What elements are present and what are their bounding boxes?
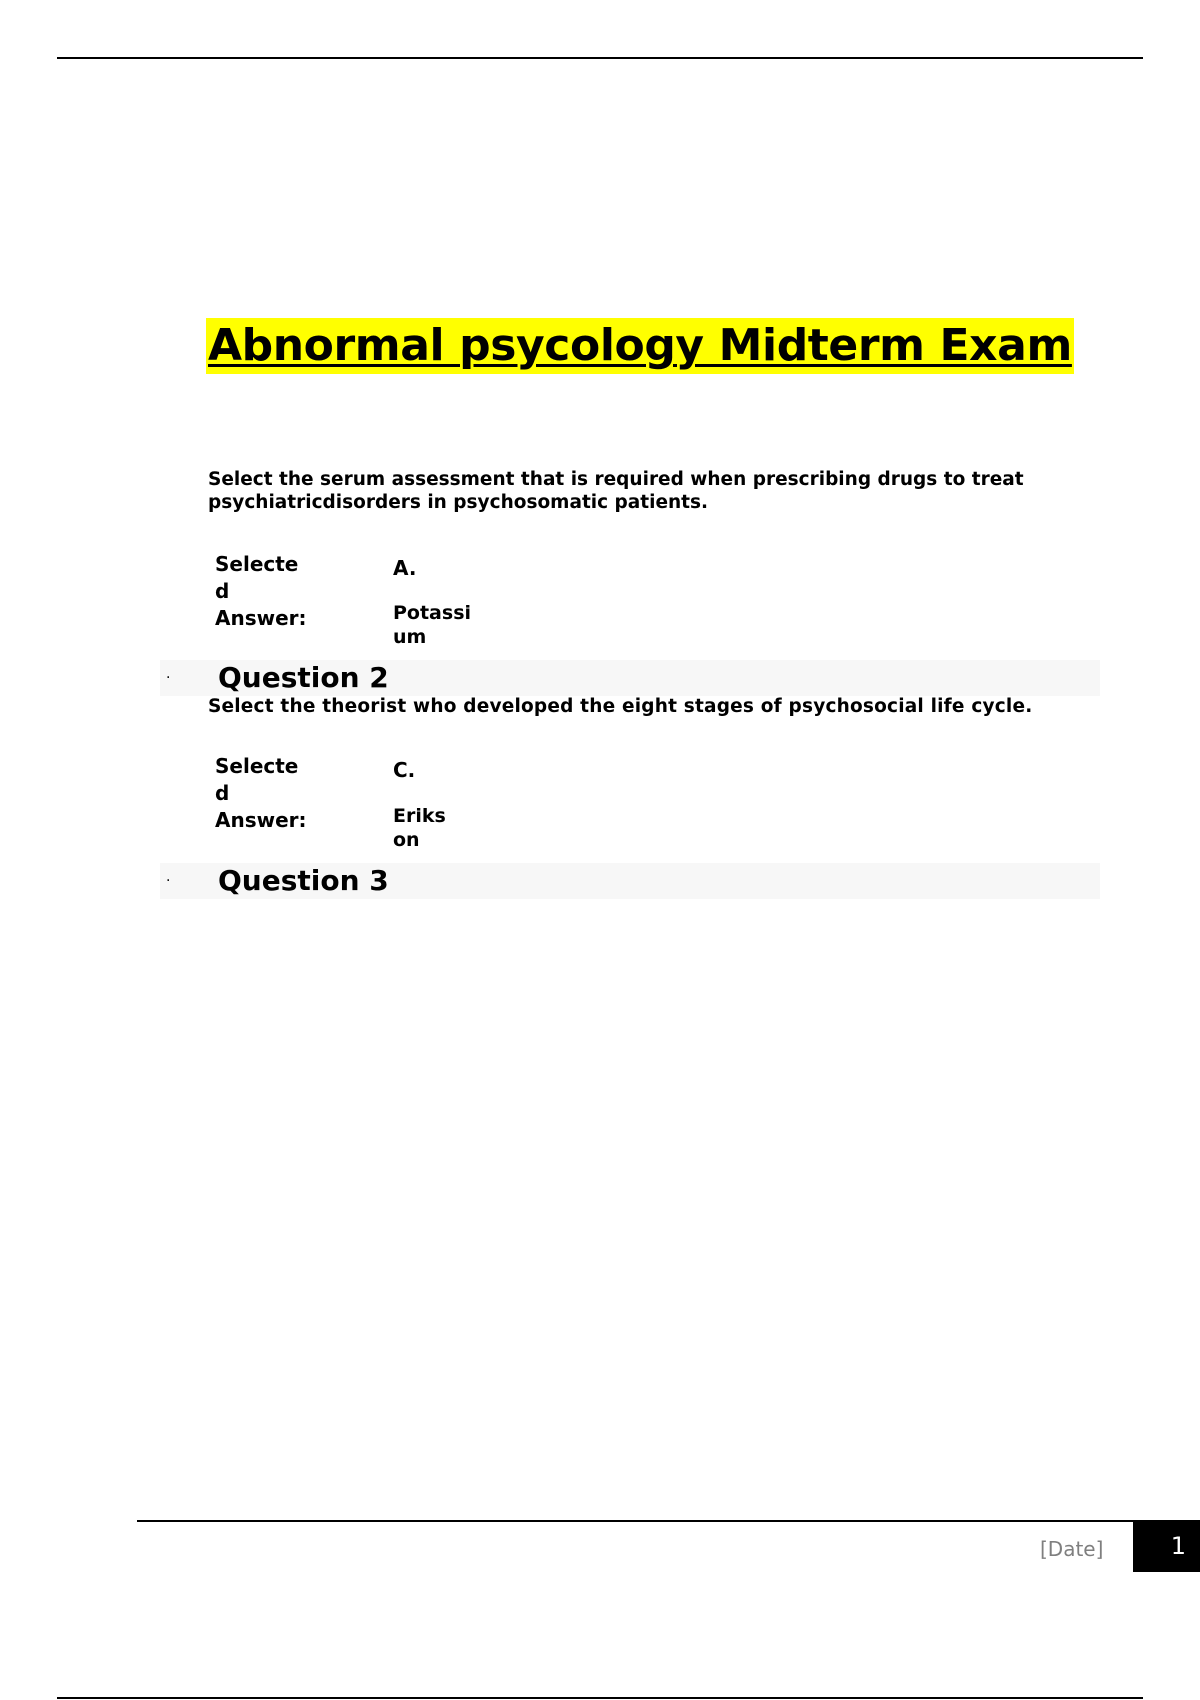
bottom-rule xyxy=(57,1697,1143,1699)
footer-date: [Date] xyxy=(1040,1537,1104,1561)
answer-value: Eriks on xyxy=(393,805,446,851)
question-2-text: Select the theorist who developed the eight stages of psychosocial life cycle. xyxy=(208,696,1033,717)
bullet-icon: · xyxy=(166,873,171,889)
page-title: Abnormal psycology Midterm Exam xyxy=(206,318,1074,374)
question-2-title: Question 2 xyxy=(218,661,389,694)
footer-rule xyxy=(137,1520,1143,1522)
page-number: 1 xyxy=(1133,1520,1200,1572)
answer-choice-letter: C. xyxy=(393,758,416,782)
question-3-header xyxy=(160,863,1100,899)
answer-value: Potassi um xyxy=(393,602,472,648)
bullet-icon: · xyxy=(166,670,171,686)
question-1-text: Select the serum assessment that is required when prescribing drugs to treat psychiatricdisorders in psychosomatic patients. xyxy=(208,469,1024,513)
selected-answer-label: Selecte d Answer: xyxy=(215,754,307,832)
question-3-title: Question 3 xyxy=(218,864,389,897)
answer-choice-letter: A. xyxy=(393,556,417,580)
question-2-header xyxy=(160,660,1100,696)
top-rule xyxy=(57,57,1143,59)
selected-answer-label: Selecte d Answer: xyxy=(215,552,307,630)
